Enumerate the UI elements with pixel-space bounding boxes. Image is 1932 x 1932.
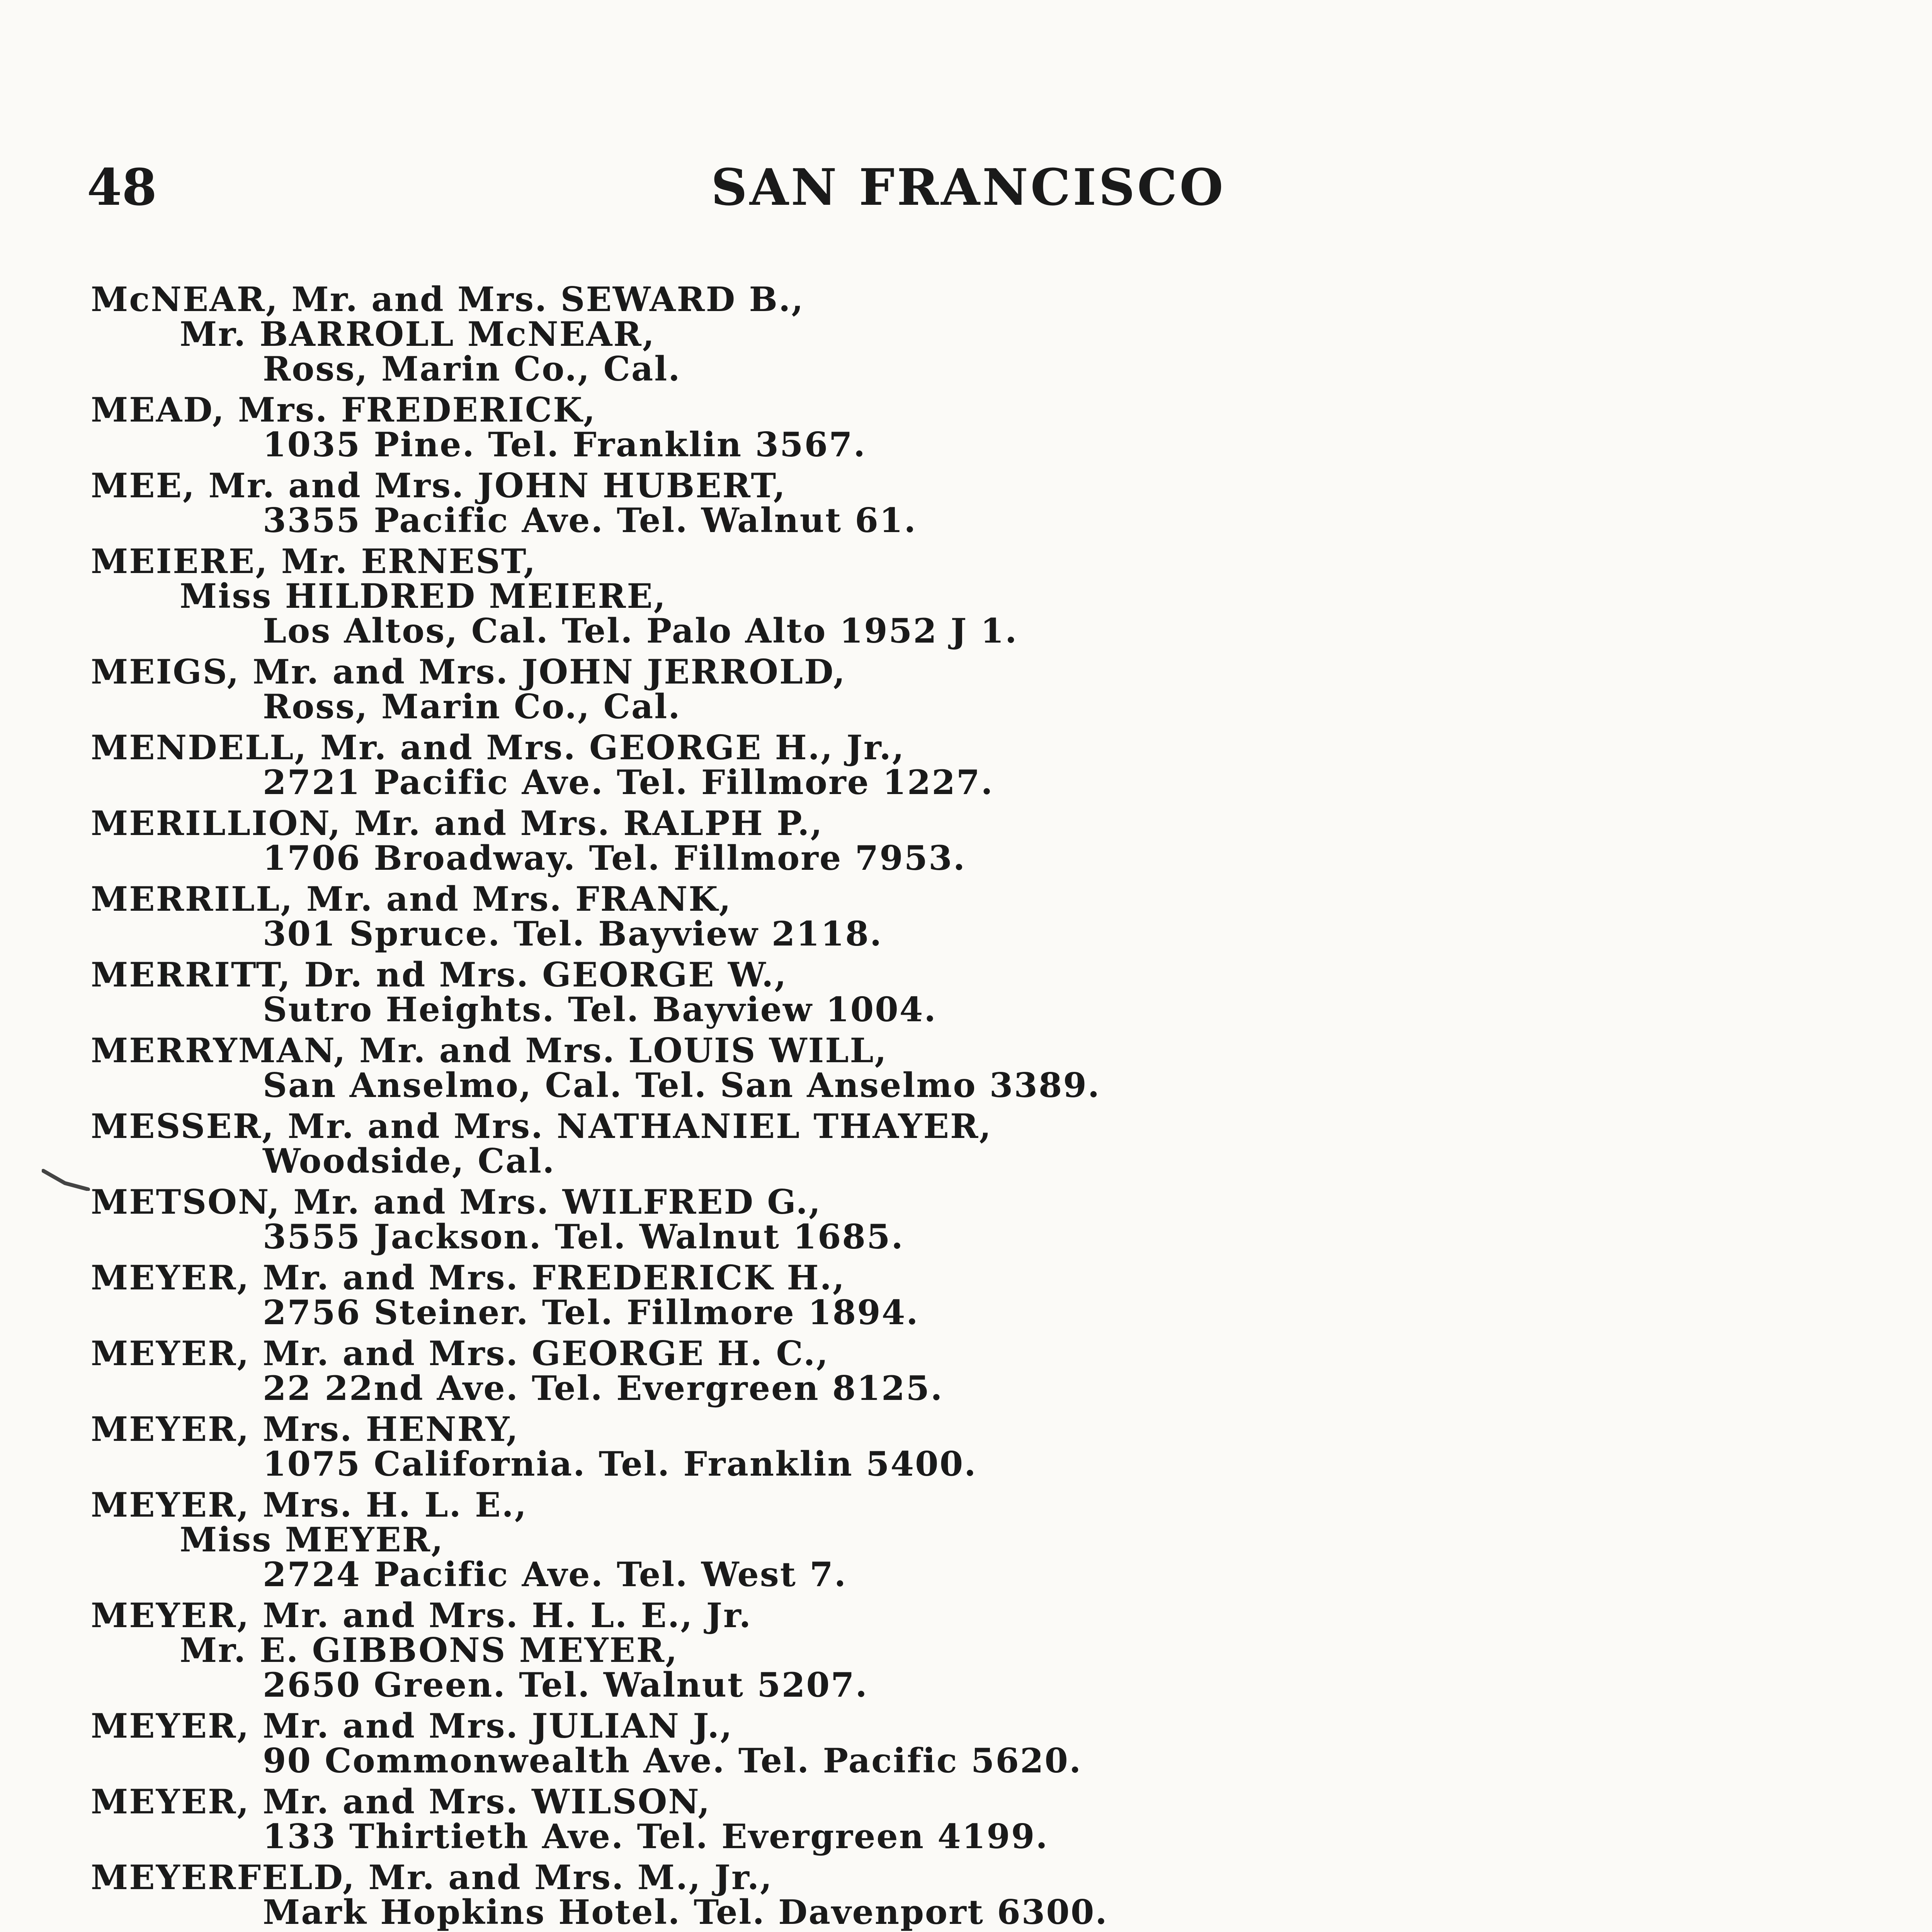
directory-entry xyxy=(91,1260,1868,1330)
entry-name: MEYER, Mr. and Mrs. JULIAN J., xyxy=(91,1706,733,1746)
entry-address: 301 Spruce. Tel. Bayview 2118. xyxy=(263,914,883,954)
directory-entry xyxy=(91,1857,1868,1932)
directory-entry xyxy=(91,1106,1868,1181)
entry-address: 2724 Pacific Ave. Tel. West 7. xyxy=(263,1554,847,1594)
entry-name: MERRYMAN, Mr. and Mrs. LOUIS WILL, xyxy=(91,1031,888,1070)
running-head: SAN FRANCISCO xyxy=(711,158,1226,217)
entry-address: 1035 Pine. Tel. Franklin 3567. xyxy=(263,425,866,464)
directory-entry xyxy=(91,1033,1868,1103)
entry-address: 3555 Jackson. Tel. Walnut 1685. xyxy=(263,1217,904,1257)
entry-address: 3355 Pacific Ave. Tel. Walnut 61. xyxy=(263,500,917,540)
entry-address: 90 Commonwealth Ave. Tel. Pacific 5620. xyxy=(263,1741,1082,1781)
entry-name: MERILLION, Mr. and Mrs. RALPH P., xyxy=(91,803,823,843)
entry-address: Ross, Marin Co., Cal. xyxy=(263,349,681,389)
entry-name: MEYER, Mrs. HENRY, xyxy=(91,1409,519,1449)
entry-name: MEE, Mr. and Mrs. JOHN HUBERT, xyxy=(91,466,786,505)
entry-name: MEYER, Mr. and Mrs. H. L. E., Jr. xyxy=(91,1595,752,1635)
entry-household-member: Mr. E. GIBBONS MEYER, xyxy=(180,1630,679,1670)
entry-address: Mark Hopkins Hotel. Tel. Davenport 6300. xyxy=(263,1892,1108,1932)
entry-address: San Anselmo, Cal. Tel. San Anselmo 3389. xyxy=(263,1065,1101,1105)
entry-household-member: Miss MEYER, xyxy=(180,1520,444,1560)
entry-name: MEYER, Mr. and Mrs. FREDERICK H., xyxy=(91,1258,846,1298)
entry-address: 133 Thirtieth Ave. Tel. Evergreen 4199. xyxy=(263,1816,1049,1856)
directory-entry xyxy=(91,652,1868,726)
entry-name: METSON, Mr. and Mrs. WILFRED G., xyxy=(91,1182,822,1222)
entry-address: 22 22nd Ave. Tel. Evergreen 8125. xyxy=(263,1368,944,1408)
directory-entry xyxy=(91,730,1868,800)
entry-address: 2721 Pacific Ave. Tel. Fillmore 1227. xyxy=(263,762,994,802)
entry-name: MERRITT, Dr. nd Mrs. GEORGE W., xyxy=(91,955,787,995)
directory-entry xyxy=(91,803,1868,878)
directory-entries xyxy=(91,279,1868,1932)
entry-name: MESSER, Mr. and Mrs. NATHANIEL THAYER, xyxy=(91,1106,992,1146)
entry-address: Sutro Heights. Tel. Bayview 1004. xyxy=(263,990,937,1029)
entry-name: MEAD, Mrs. FREDERICK, xyxy=(91,390,597,430)
entry-address: Ross, Marin Co., Cal. xyxy=(263,687,681,726)
entry-address: 2650 Green. Tel. Walnut 5207. xyxy=(263,1665,868,1705)
directory-entry xyxy=(91,1409,1868,1484)
entry-household-member: Miss HILDRED MEIERE, xyxy=(180,576,667,616)
entry-address: 1075 California. Tel. Franklin 5400. xyxy=(263,1444,977,1484)
entry-name: MENDELL, Mr. and Mrs. GEORGE H., Jr., xyxy=(91,728,905,767)
entry-name: McNEAR, Mr. and Mrs. SEWARD B., xyxy=(91,279,804,319)
entry-name: MERRILL, Mr. and Mrs. FRANK, xyxy=(91,879,732,919)
pencil-check-mark xyxy=(42,1168,92,1191)
directory-entry xyxy=(91,541,1868,651)
entry-address: 1706 Broadway. Tel. Fillmore 7953. xyxy=(263,838,966,878)
directory-entry xyxy=(91,279,1868,389)
directory-entry xyxy=(91,879,1868,954)
entry-household-member: Mr. BARROLL McNEAR, xyxy=(180,314,655,354)
directory-entry xyxy=(91,468,1868,538)
directory-entry xyxy=(91,1485,1868,1594)
entry-address: 2756 Steiner. Tel. Fillmore 1894. xyxy=(263,1293,919,1332)
directory-entry xyxy=(91,957,1868,1027)
entry-address: Los Altos, Cal. Tel. Palo Alto 1952 J 1. xyxy=(263,611,1018,651)
entry-name: MEIERE, Mr. ERNEST, xyxy=(91,541,537,581)
entry-name: MEYER, Mr. and Mrs. WILSON, xyxy=(91,1782,711,1821)
directory-entry xyxy=(91,1182,1868,1257)
entry-address: Woodside, Cal. xyxy=(263,1141,556,1181)
directory-entry xyxy=(91,390,1868,464)
directory-entry xyxy=(91,1706,1868,1781)
directory-entry xyxy=(91,1784,1868,1854)
entry-name: MEYERFELD, Mr. and Mrs. M., Jr., xyxy=(91,1857,773,1897)
page-number: 48 xyxy=(87,158,157,217)
directory-entry xyxy=(91,1595,1868,1705)
entry-name: MEIGS, Mr. and Mrs. JOHN JERROLD, xyxy=(91,652,846,692)
directory-entry xyxy=(91,1333,1868,1408)
entry-name: MEYER, Mr. and Mrs. GEORGE H. C., xyxy=(91,1333,829,1373)
entry-name: MEYER, Mrs. H. L. E., xyxy=(91,1485,528,1525)
